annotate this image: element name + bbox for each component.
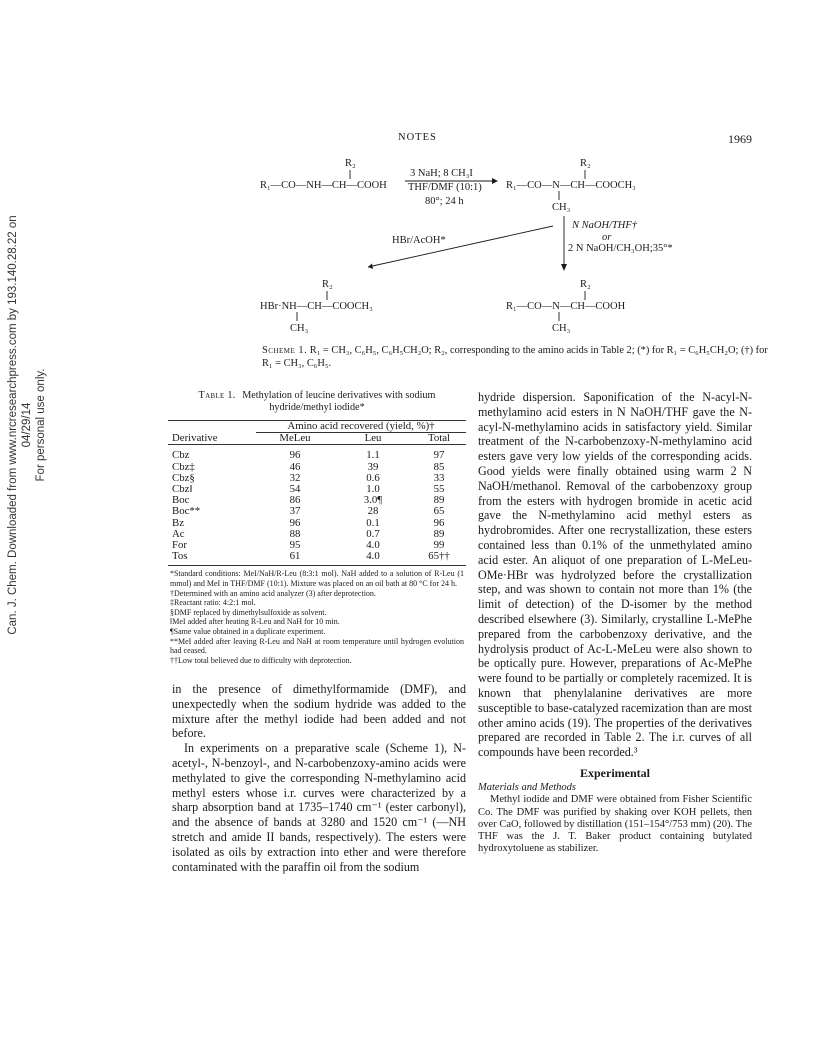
- table-1-title: [168, 390, 466, 414]
- saponification-arrow-head: [561, 264, 567, 271]
- cell-meleu: 96: [289, 449, 301, 462]
- cell-meleu: 61: [289, 550, 301, 563]
- cell-derivative: Boc**: [172, 505, 201, 518]
- group-header: Amino acid recovered (yield, %)†: [256, 421, 466, 433]
- hydrobromide-formula: HBr·NH—CH—COOCH₃: [260, 301, 373, 312]
- substrate-formula: R₁—CO—NH—CH—COOH: [260, 180, 387, 191]
- cell-derivative: Cbz‡: [172, 460, 195, 473]
- table-row: [168, 462, 466, 473]
- right-paragraph-2: Methyl iodide and DMF were obtained from Fisher Scientific Co. The DMF was purified by shaking over KOH pellets, then over CaO, followed by distillation (151–154°/753 mm) (20). The THF was the J. T. Baker product containing butylated hydroxytoluene as stabilizer.: [478, 794, 752, 855]
- footnote: §DMF replaced by dimethylsulfoxide as solvent.: [170, 607, 327, 617]
- watermark-line-1: Can. J. Chem. Downloaded from www.nrcresearchpress.com by 193.140.28.22 on 04/29/14: [7, 215, 33, 635]
- cell-total: 89: [433, 494, 445, 507]
- cell-meleu: 54: [289, 483, 301, 496]
- substrate-r2: R₂: [345, 158, 356, 169]
- cell-meleu: 37: [289, 505, 301, 518]
- hbr-arrow: [368, 226, 553, 267]
- table-row: [168, 473, 466, 484]
- cell-leu: 0.7: [366, 527, 380, 540]
- saponification-cond-2: 2 N NaOH/CH₃OH;35°*: [568, 243, 673, 254]
- footnote: ‡Reactant ratio: 4:2:1 mol.: [170, 598, 256, 608]
- table-row: [168, 445, 466, 461]
- cell-total: 97: [433, 449, 445, 462]
- right-paragraph-1: hydride dispersion. Saponification of the N-acyl-N-methylamino acid esters in N NaOH/THF gave the N-acyl-N-methylamino acids in satisfactory yield. Similar treatment of the N-carbobenzoxy-N-methylamino acid esters gave very low yields of the corresponding acids. Good yields were finally obtained using warm 2 N NaOH/methanol. Removal of the carbobenzoxy group from the esters with hydrogen bromide in acetic acid gave the N-methylamino acid methyl esters as hydrobromides. After one recrystallization, these esters contained less than 0.1% of the unmethylated amino acid ester. An aliquot of one preparation of L-MeLeu-OMe·HBr was hydrolyzed before the crystallization step, and was shown to contain not more than 1% (the limit of detection) of the D-isomer by the method described elsewhere (3). Similarly, crystalline L-MePhe prepared from the carbobenzoxy derivative, and the hydrolysis product of Ac-L-MeLeu were also shown to be optically pure. However, preparations of Ac-MePhe were found to be partially or completely racemized. It is known that phenylalanine derivatives are more susceptible to base-catalyzed racemization than are most other amino acids (19). The properties of the derivatives prepared are recorded in Table 2. The i.r. curves of all compounds have been recorded.³: [478, 390, 753, 760]
- table-1: [168, 390, 466, 665]
- footnote: ††Low total believed due to difficulty with deprotection.: [170, 655, 352, 665]
- cell-meleu: 32: [289, 471, 301, 484]
- scheme-caption-text: R₁ = CH₃, C₆H₅, C₆H₅CH₂O; R₂, corresponding to the amino acids in Table 2; (*) for R₁ = C₆H₅CH₂O; (†) for R₁ = CH₃, C₆H₅.: [262, 345, 768, 369]
- footnote: †Determined with an amino acid analyzer (3) after deprotection.: [170, 588, 376, 598]
- reagent-below-arrow: THF/DMF (10:1): [408, 182, 482, 193]
- cell-meleu: 86: [289, 494, 301, 507]
- table-row: [168, 540, 466, 551]
- cell-leu: 3.0¶: [363, 494, 383, 507]
- cell-total: 55: [433, 483, 445, 496]
- cell-meleu: 88: [289, 527, 301, 540]
- left-paragraph-2: In experiments on a preparative scale (Scheme 1), N-acetyl-, N-benzoyl-, and N-carbobenzoxy-amino acids were methylated to give the corresponding N-methylamino acid methyl esters whose i.r. curves were characterized by a sharp absorption band at 1735–1740 cm⁻¹ (ester carbonyl), and the absence of bands at 3280 and 1520 cm⁻¹ (—NH stretch and amide II bands, respectively). The esters were isolated as oils by extraction into ether and were therefore contaminated with the paraffin oil from the sodium: [172, 741, 466, 874]
- cell-derivative: Boc: [172, 494, 190, 507]
- cell-derivative: Cbz§: [172, 471, 195, 484]
- cell-leu: 39: [367, 460, 379, 473]
- cell-derivative: Cbz: [172, 449, 190, 462]
- left-paragraph-1: in the presence of dimethylformamide (DMF), and unexpectedly when the sodium hydride was added to the mixture after the methyl iodide had been added and not before.: [172, 682, 466, 741]
- table-row: [168, 551, 466, 562]
- cell-meleu: 46: [289, 460, 301, 473]
- table-row: [168, 506, 466, 517]
- acid-nme: CH₃: [552, 323, 571, 334]
- cell-total: 33: [433, 471, 445, 484]
- cell-leu: 4.0: [366, 539, 380, 552]
- footnote: ‖MeI added after heating R-Leu and NaH for 10 min.: [170, 617, 340, 627]
- saponification-cond-1: N NaOH/THF†: [572, 220, 638, 231]
- table-1-data: [168, 421, 466, 562]
- reaction-scheme: [250, 150, 770, 350]
- left-column: [172, 682, 466, 874]
- ester-formula: R₁—CO—N—CH—COOCH₃: [506, 180, 636, 191]
- table-row: [168, 484, 466, 495]
- footnote: *Standard conditions: MeI/NaH/R-Leu (8:3:1 mol). NaH added to a solution of R-Leu (1 mmol) and MeI in THF/DMF (10:1). Mixture was placed on an oil bath at 80 °C for 24 h.: [170, 569, 464, 589]
- right-column: [478, 390, 752, 855]
- reagent-above-arrow: 3 NaH; 8 CH₃I: [410, 168, 473, 179]
- cell-derivative: Ac: [172, 527, 185, 540]
- cell-leu: 0.1: [366, 516, 380, 529]
- table-row: [168, 529, 466, 540]
- cell-total: 65††: [428, 550, 450, 563]
- table-1-label: Table 1.: [198, 390, 236, 401]
- scheme-diagram: [250, 150, 770, 350]
- table-bottom-rule: [168, 565, 466, 566]
- cell-leu: 0.6: [366, 471, 380, 484]
- cell-total: 99: [433, 539, 445, 552]
- cell-leu: 4.0: [366, 550, 380, 563]
- subheading-materials: Materials and Methods: [478, 781, 576, 793]
- running-head: [0, 132, 813, 148]
- saponification-or: or: [602, 232, 612, 243]
- cell-leu: 1.1: [366, 449, 380, 462]
- watermark-line-2: For personal use only.: [35, 368, 47, 482]
- cell-derivative: Cbz‖: [172, 483, 193, 496]
- cell-derivative: Bz: [172, 516, 184, 529]
- cell-total: 85: [433, 460, 445, 473]
- cell-meleu: 95: [289, 539, 301, 552]
- scheme-caption-label: Scheme 1.: [262, 345, 308, 356]
- cell-total: 89: [433, 527, 445, 540]
- hydrobromide-nme: CH₃: [290, 323, 309, 334]
- ester-nme: CH₃: [552, 202, 571, 213]
- col-header-total: Total: [427, 432, 451, 445]
- table-row: [168, 518, 466, 529]
- download-watermark: [6, 210, 47, 640]
- table-1-title-text: Methylation of leucine derivatives with sodium hydride/methyl iodide*: [242, 390, 436, 413]
- col-header-meleu: MeLeu: [279, 432, 311, 445]
- hbr-arrow-head: [368, 264, 373, 270]
- cell-leu: 1.0: [366, 483, 380, 496]
- scheme-caption: [262, 344, 770, 370]
- cell-derivative: Tos: [172, 550, 188, 563]
- forward-arrow-head: [492, 178, 498, 184]
- acid-formula: R₁—CO—N—CH—COOH: [506, 301, 626, 312]
- cell-total: 96: [433, 516, 445, 529]
- footnote: ¶Same value obtained in a duplicate experiment.: [170, 627, 326, 636]
- section-title-experimental: Experimental: [580, 765, 650, 780]
- hydrobromide-r2: R₂: [322, 279, 333, 290]
- cell-total: 65: [433, 505, 445, 518]
- table-row: [168, 495, 466, 506]
- section-heading: NOTES: [398, 132, 437, 143]
- cell-leu: 28: [367, 505, 379, 518]
- step1-conditions: 80°; 24 h: [425, 196, 464, 207]
- ester-r2: R₂: [580, 158, 591, 169]
- cell-derivative: For: [172, 539, 187, 552]
- col-header-derivative: Derivative: [172, 431, 218, 444]
- table-footnotes: [168, 569, 466, 665]
- footnote: **MeI added after leaving R-Leu and NaH at room temperature until hydrogen evolution had ceased.: [170, 636, 464, 656]
- col-header-leu: Leu: [364, 432, 382, 445]
- hbr-reagent: HBr/AcOH*: [392, 235, 446, 246]
- acid-r2: R₂: [580, 279, 591, 290]
- page-number: 1969: [728, 132, 752, 146]
- cell-meleu: 96: [289, 516, 301, 529]
